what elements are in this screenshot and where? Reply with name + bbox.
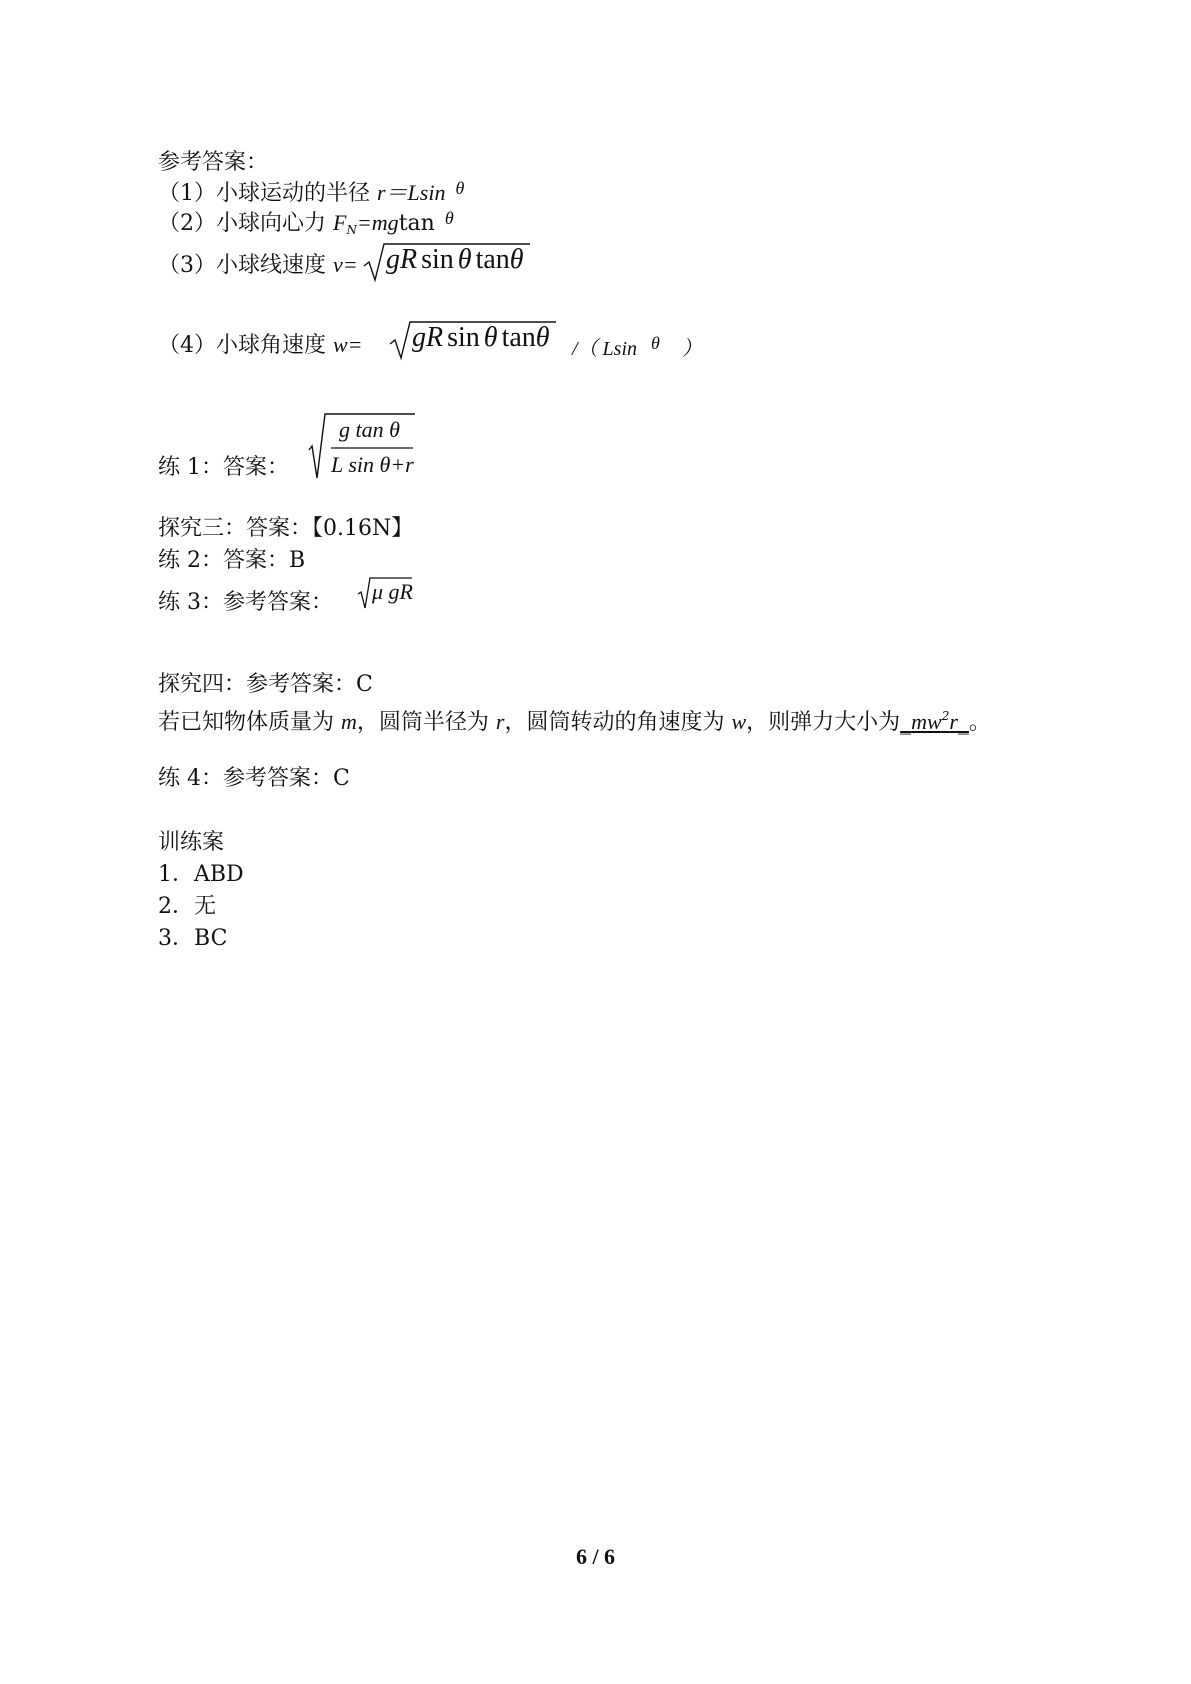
lian1-label: 练 1：答案： — [158, 455, 289, 480]
item-4-var: w= — [333, 332, 363, 357]
item-1-prefix: （1）小球运动的半径 — [158, 181, 377, 206]
sqrt-sin: sin — [421, 244, 454, 275]
lian2-answer: 练 2：答案：B — [158, 548, 306, 573]
lian4-answer: 练 4：参考答案：C — [158, 766, 350, 791]
item-4-close: ） — [681, 338, 702, 360]
item-2-theta: θ — [444, 208, 454, 228]
item-3-prefix: （3）小球线速度 — [158, 253, 333, 278]
lian3-formula — [356, 574, 416, 614]
ans-mw: mw — [911, 709, 942, 734]
sentence-end: 。 — [968, 710, 991, 735]
lian1-denominator: L sin θ+r — [331, 452, 414, 477]
ans-r: r — [949, 709, 958, 734]
training-title: 训练案 — [158, 830, 225, 855]
sqrt-formula-w — [388, 318, 558, 362]
lian1-numerator: g tan θ — [339, 417, 400, 442]
sqrt-w-theta-1: θ — [483, 322, 498, 353]
sqrt-w-g: g — [412, 322, 426, 353]
sqrt-w-theta-2: θ — [535, 322, 550, 353]
item-2-sub: N — [346, 223, 357, 237]
item-2-tan: tan — [398, 211, 435, 236]
sqrt-w-tan: tan — [501, 322, 536, 353]
sqrt-theta-2: θ — [509, 244, 524, 275]
ref-answer-title: 参考答案： — [158, 150, 269, 175]
sqrt-tan: tan — [475, 244, 510, 275]
lian1-formula — [307, 412, 417, 484]
sqrt-g: g — [386, 244, 400, 275]
item-2-eq: =mg — [356, 210, 399, 235]
answer-item-3 — [158, 250, 358, 281]
lian3-expr: μ gR — [372, 579, 413, 604]
ans-pre: _ — [900, 710, 912, 735]
item-1-theta: θ — [455, 178, 465, 198]
training-item-1: 1．ABD — [158, 862, 244, 887]
sqrt-body-w — [412, 322, 550, 354]
sentence-answer — [900, 710, 969, 735]
training-item-2: 2．无 — [158, 894, 216, 919]
item-4-theta: θ — [651, 333, 660, 353]
item-4-suffix — [572, 334, 702, 364]
training-item-3: 3．BC — [158, 926, 228, 951]
item-1-formula: r＝Lsin — [377, 180, 446, 205]
sqrt-R: R — [400, 244, 418, 275]
elastic-force-sentence — [158, 701, 991, 738]
tanjiu3-answer: 探究三：答案：【0.16N】 — [158, 516, 414, 541]
sentence-p3: ，圆筒转动的角速度为 — [504, 710, 732, 735]
ans-post: _ — [957, 710, 969, 735]
item-2-F: F — [333, 210, 347, 235]
sqrt-formula-v — [362, 240, 532, 284]
page-number: 6 / 6 — [575, 1544, 616, 1569]
item-3-var: v= — [333, 252, 358, 277]
sqrt-w-R: R — [426, 322, 444, 353]
sqrt-theta-1: θ — [457, 244, 472, 275]
sentence-m: m — [341, 709, 357, 734]
item-4-prefix: （4）小球角速度 — [158, 333, 333, 358]
answer-item-1 — [158, 178, 464, 209]
sentence-r: r — [495, 709, 505, 734]
ans-sup: 2 — [941, 709, 950, 723]
sqrt-w-sin: sin — [447, 322, 480, 353]
tanjiu4-answer: 探究四：参考答案：C — [158, 672, 373, 697]
sentence-w: w — [731, 709, 747, 734]
answer-item-4 — [158, 330, 363, 361]
sentence-p2: ，圆筒半径为 — [356, 710, 496, 735]
item-2-prefix: （2）小球向心力 — [158, 211, 333, 236]
lian3-label: 练 3：参考答案： — [158, 590, 333, 615]
item-4-suffix-text: /（ Lsin — [572, 338, 638, 360]
sqrt-body-v — [386, 244, 524, 276]
sentence-p4: ，则弹力大小为 — [746, 710, 901, 735]
sentence-p1: 若已知物体质量为 — [158, 710, 341, 735]
